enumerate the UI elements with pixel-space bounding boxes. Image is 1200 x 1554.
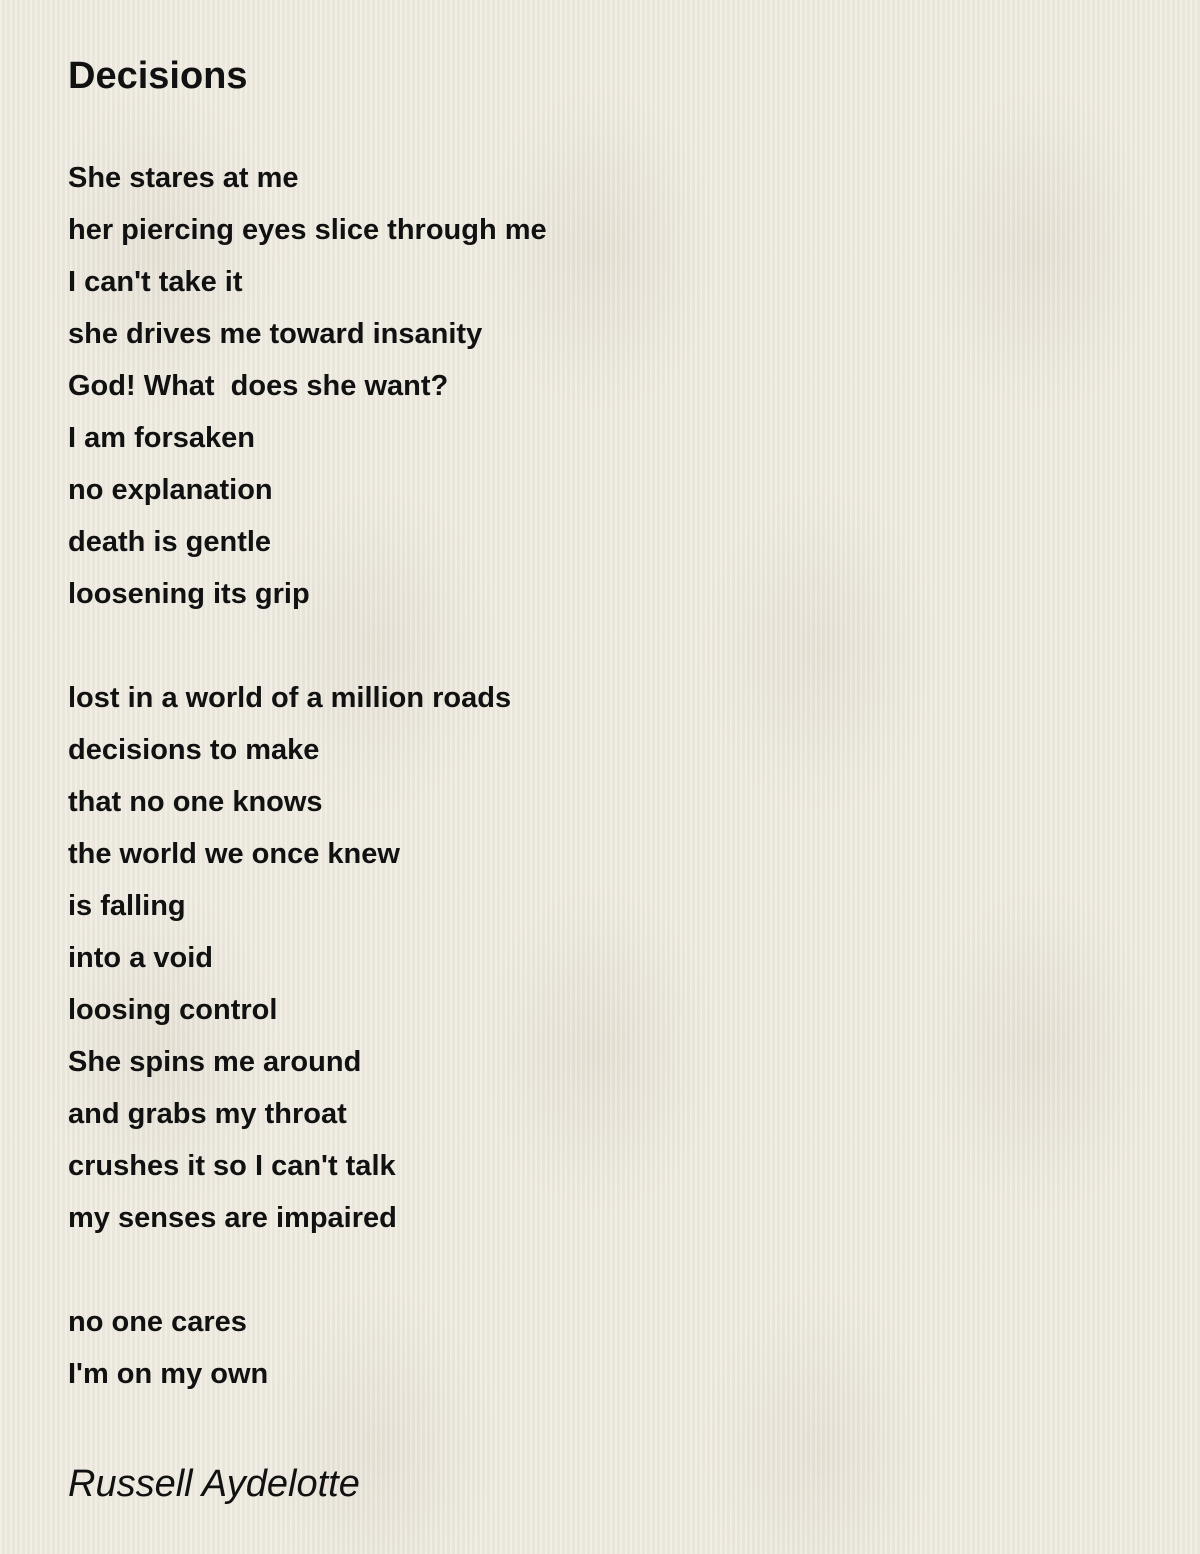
poem-line: lost in a world of a million roads [68, 682, 512, 714]
poem-card [68, 52, 1128, 1508]
poem-line: my senses are impaired [68, 1202, 397, 1234]
poem-line: decisions to make [68, 734, 320, 766]
poem-line: death is gentle [68, 526, 272, 558]
poem-line: I am forsaken [68, 422, 255, 454]
stanza-3 [68, 1296, 1128, 1400]
stanza-2 [68, 672, 1128, 1244]
poem-line: I can't take it [68, 266, 243, 298]
poem-line: no one cares [68, 1306, 247, 1338]
stanza-1 [68, 152, 1128, 620]
poem-line: she drives me toward insanity [68, 318, 483, 350]
poem-line: that no one knows [68, 786, 323, 818]
poem-line: no explanation [68, 474, 273, 506]
poem-line: God! What does she want? [68, 370, 449, 402]
poem-line: crushes it so I can't talk [68, 1150, 396, 1182]
poem-line: loosening its grip [68, 578, 310, 610]
poem-line: into a void [68, 942, 213, 974]
poem-title: Decisions [68, 55, 248, 97]
poem-line: and grabs my throat [68, 1098, 347, 1130]
poem-line: loosing control [68, 994, 278, 1026]
poem-line: the world we once knew [68, 838, 400, 870]
poem-line: is falling [68, 890, 186, 922]
poem-line: her piercing eyes slice through me [68, 214, 547, 246]
poem-line: I'm on my own [68, 1358, 269, 1390]
poem-author: Russell Aydelotte [68, 1463, 360, 1505]
poem-line: She stares at me [68, 162, 299, 194]
poem-body [68, 152, 1128, 1400]
poem-line: She spins me around [68, 1046, 362, 1078]
